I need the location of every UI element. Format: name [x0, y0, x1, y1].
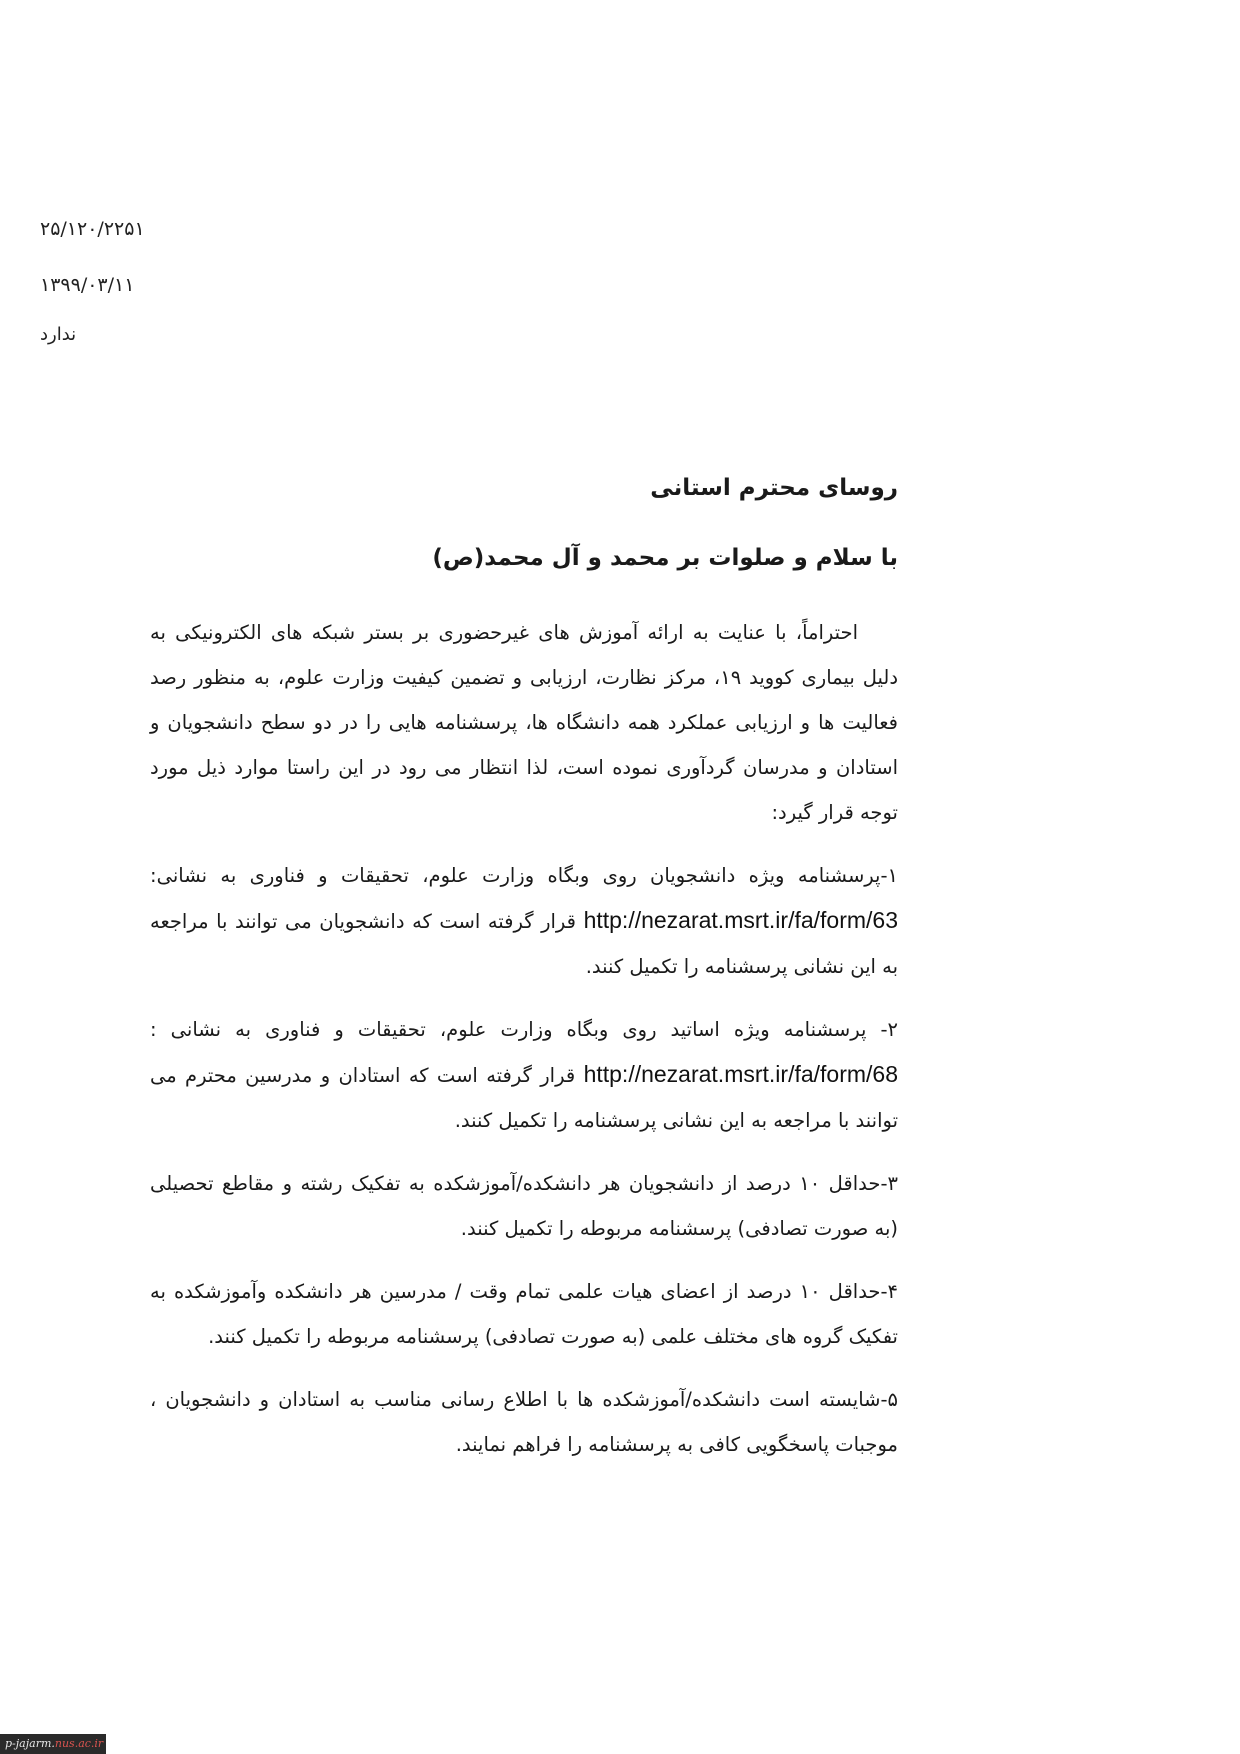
- intro-paragraph: احتراماً، با عنایت به ارائه آموزش های غیرحضوری بر بستر شبکه های الکترونیکی به دلیل بیماری کووید ۱۹، مرکز نظارت، ارزیابی و تضمین کیفیت وزارت علوم، به منظور رصد فعالیت ها و ارزیابی عملکرد همه دانشگاه ها، پرسشنامه هایی را در دو سطح دانشجویان و استادان و مدرسان گردآوری نموده است، لذا انتظار می رود در این راستا موارد ذیل مورد توجه قرار گیرد:: [150, 621, 898, 824]
- recipient-line: روسای محترم استانی: [650, 475, 898, 501]
- item-1-text-before: ۱-پرسشنامه ویژه دانشجویان روی وبگاه وزارت علوم، تحقیقات و فناوری به نشانی:: [150, 864, 898, 887]
- letter-date: ۱۳۹۹/۰۳/۱۱: [40, 274, 135, 296]
- item-2-paragraph: [150, 1007, 898, 1143]
- letter-body: [150, 470, 898, 1485]
- item-1-paragraph: [150, 853, 898, 989]
- letter-attachment: ندارد: [40, 324, 77, 345]
- item-2-url-link[interactable]: http://nezarat.msrt.ir/fa/form/68: [583, 1061, 899, 1087]
- item-2-text-before: ۲- پرسشنامه ویژه اساتید روی وبگاه وزارت علوم، تحقیقات و فناوری به نشانی :: [150, 1018, 898, 1041]
- item-2-text-after: قرار گرفته است که استادان و مدرسین محترم می توانند با مراجعه به این نشانی پرسشنامه را تکمیل کنند.: [150, 1064, 898, 1132]
- item-3-paragraph: ۳-حداقل ۱۰ درصد از دانشجویان هر دانشکده/آموزشکده به تفکیک رشته و مقاطع تحصیلی (به صورت تصادفی) پرسشنامه مربوطه را تکمیل کنند.: [150, 1172, 898, 1240]
- greeting-line: با سلام و صلوات بر محمد و آل محمد(ص): [432, 545, 898, 571]
- item-1-url-link[interactable]: http://nezarat.msrt.ir/fa/form/63: [583, 907, 899, 933]
- letter-number: ۲۵/۱۲۰/۲۲۵۱: [40, 218, 145, 240]
- site-watermark: [0, 1734, 106, 1754]
- watermark-prefix: p-jajarm.: [5, 1737, 55, 1750]
- item-1-text-after: قرار گرفته است که دانشجویان می توانند با مراجعه به این نشانی پرسشنامه را تکمیل کنند.: [150, 910, 898, 978]
- item-4-paragraph: ۴-حداقل ۱۰ درصد از اعضای هیات علمی تمام وقت / مدرسین هر دانشکده وآموزشکده به تفکیک گروه های مختلف علمی (به صورت تصادفی) پرسشنامه مربوطه را تکمیل کنند.: [150, 1280, 898, 1348]
- item-5-paragraph: ۵-شایسته است دانشکده/آموزشکده ها با اطلاع رسانی مناسب به استادان و دانشجویان ، موجبات پاسخگویی کافی به پرسشنامه را فراهم نمایند.: [150, 1388, 898, 1456]
- watermark-domain: nus.ac.ir: [54, 1737, 104, 1750]
